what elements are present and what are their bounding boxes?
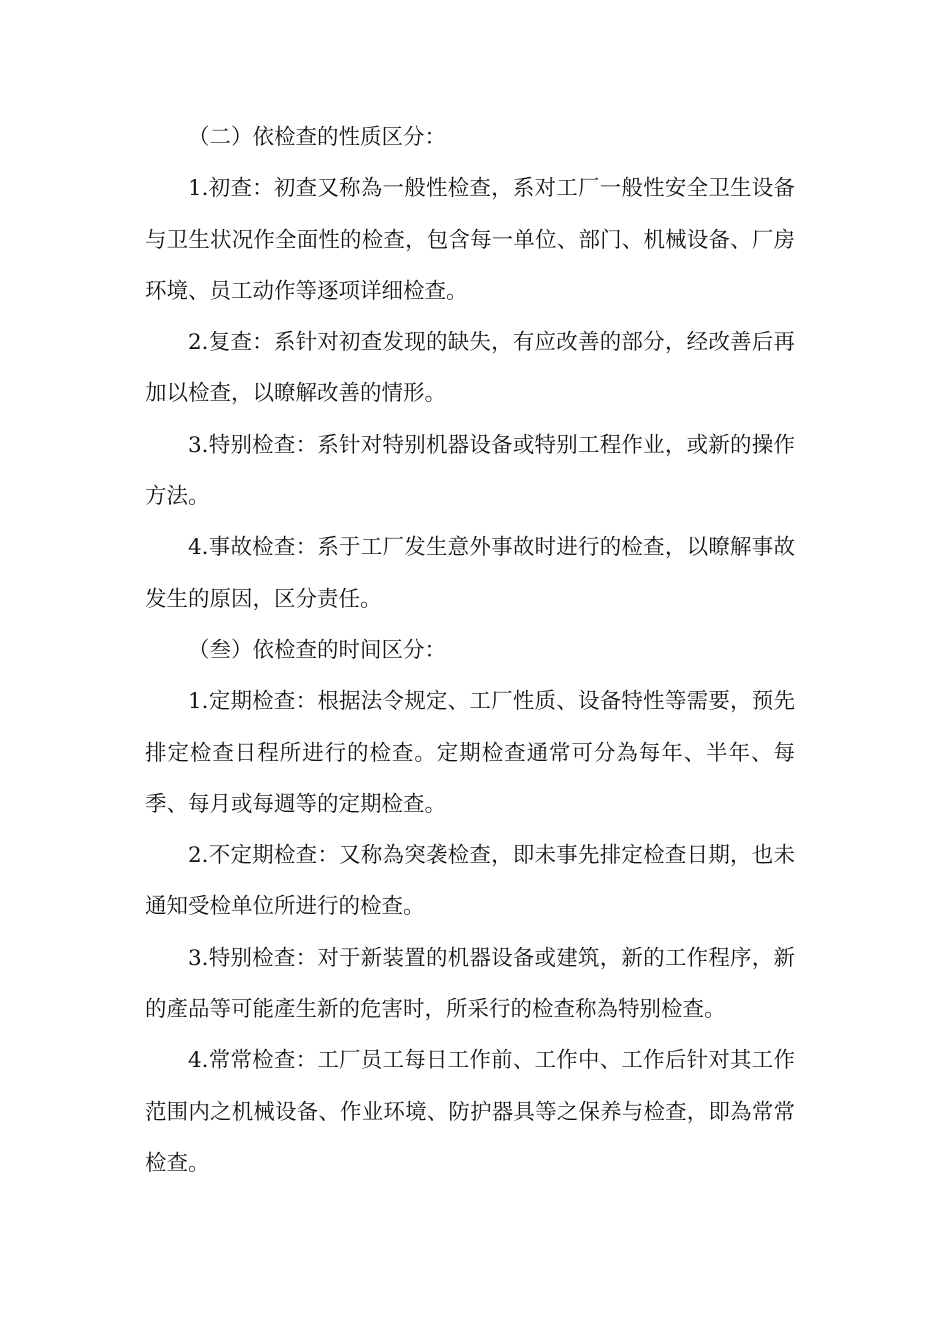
- paragraph-accident-inspection: 4.事故检查：系于工厂发生意外事故时进行的检查，以暸解事故发生的原因，区分责任。: [145, 535, 795, 612]
- paragraph-routine-inspection: 4.常常检查：工厂员工每日工作前、工作中、工作后针对其工作范围内之机械设备、作业环境、防护器具等之保养与检查，即為常常检查。: [145, 1048, 795, 1176]
- paragraph-re-inspection: 2.复查：系针对初查发现的缺失，有应改善的部分，经改善后再加以检查，以暸解改善的情形。: [145, 330, 795, 407]
- paragraph-periodic-inspection: 1.定期检查：根据法令规定、工厂性质、设备特性等需要，预先排定检查日程所进行的检查。定期检查通常可分為每年、半年、每季、每月或每週等的定期检查。: [145, 689, 795, 817]
- document-body: [145, 112, 795, 1189]
- section-heading-time: （叁）依检查的时间区分：: [188, 637, 447, 663]
- paragraph-irregular-inspection: 2.不定期检查：又称為突袭检查，即未事先排定检查日期，也未通知受检单位所进行的检查。: [145, 843, 795, 920]
- section-heading-nature: （二）依检查的性质区分：: [188, 125, 447, 150]
- paragraph-special-inspection-time: 3.特别检查：对于新装置的机器设备或建筑，新的工作程序，新的產品等可能產生新的危害时，所采行的检查称為特别检查。: [145, 945, 795, 1023]
- paragraph-special-inspection-nature: 3.特别检查：系针对特别机器设备或特别工程作业，或新的操作方法。: [145, 432, 795, 510]
- paragraph-initial-inspection: 1.初查：初查又称為一般性检查，系对工厂一般性安全卫生设备与卫生状况作全面性的检查，包含每一单位、部门、机械设备、厂房环境、员工动作等逐项详细检查。: [145, 176, 795, 304]
